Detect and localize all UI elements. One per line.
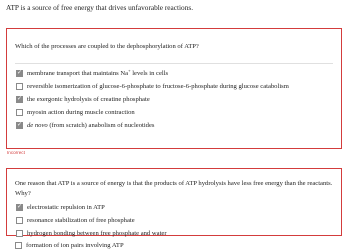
checkbox[interactable] xyxy=(16,230,23,237)
checkbox-checked[interactable]: ✓ xyxy=(16,121,23,128)
checkbox-checked[interactable]: ✓ xyxy=(16,203,23,210)
q1-option-4-label: myosin action during muscle contraction xyxy=(27,108,135,116)
q1-option-2-label: reversible isomerization of glucose-6-phosphate to fructose-6-phosphate during glucose catabolism xyxy=(27,82,289,90)
q2-option-3-label: hydrogen bonding between free phosphate and water xyxy=(27,229,167,237)
question-2-prompt: One reason that ATP is a source of energy is that the products of ATP hydrolysis have less free energy than the reactants. Why? xyxy=(15,180,333,197)
q1-option-3-label: the exergonic hydrolysis of creatine phosphate xyxy=(27,95,150,103)
question-1-card xyxy=(6,28,342,149)
q1-option-4[interactable] xyxy=(16,107,335,117)
checkbox[interactable] xyxy=(16,83,23,90)
checkbox-checked[interactable]: ✓ xyxy=(16,95,23,102)
divider xyxy=(15,63,333,64)
q2-option-2-label: resonance stabilization of free phosphate xyxy=(27,216,135,224)
checkbox[interactable] xyxy=(16,217,23,224)
q2-option-1-label: electrostatic repulsion in ATP xyxy=(27,203,105,211)
q2-option-4[interactable] xyxy=(15,240,315,250)
checkbox-checked[interactable]: ✓ xyxy=(16,69,23,76)
intro-text: ATP is a source of free energy that drives unfavorable reactions. xyxy=(6,3,194,12)
q1-option-2[interactable] xyxy=(16,81,335,91)
question-2-card xyxy=(6,168,342,236)
q1-option-1-label: membrane transport that maintains Na+ levels in cells xyxy=(27,67,169,77)
checkbox[interactable] xyxy=(15,242,22,249)
question-1-prompt: Which of the processes are coupled to the dephosphorylation of ATP? xyxy=(15,43,199,50)
q2-option-4-label: formation of ion pairs involving ATP xyxy=(26,241,124,249)
q2-option-2[interactable] xyxy=(16,215,335,225)
q1-option-3[interactable] xyxy=(16,94,335,104)
q1-option-1[interactable] xyxy=(16,68,335,78)
q1-option-5-label: de novo (from scratch) anabolism of nucleotides xyxy=(27,121,155,129)
q2-option-1[interactable] xyxy=(16,202,335,212)
checkbox[interactable] xyxy=(16,109,23,116)
q1-option-5[interactable] xyxy=(16,120,335,130)
question-1-status: Incorrect xyxy=(7,150,25,155)
q2-option-3[interactable] xyxy=(16,228,335,238)
